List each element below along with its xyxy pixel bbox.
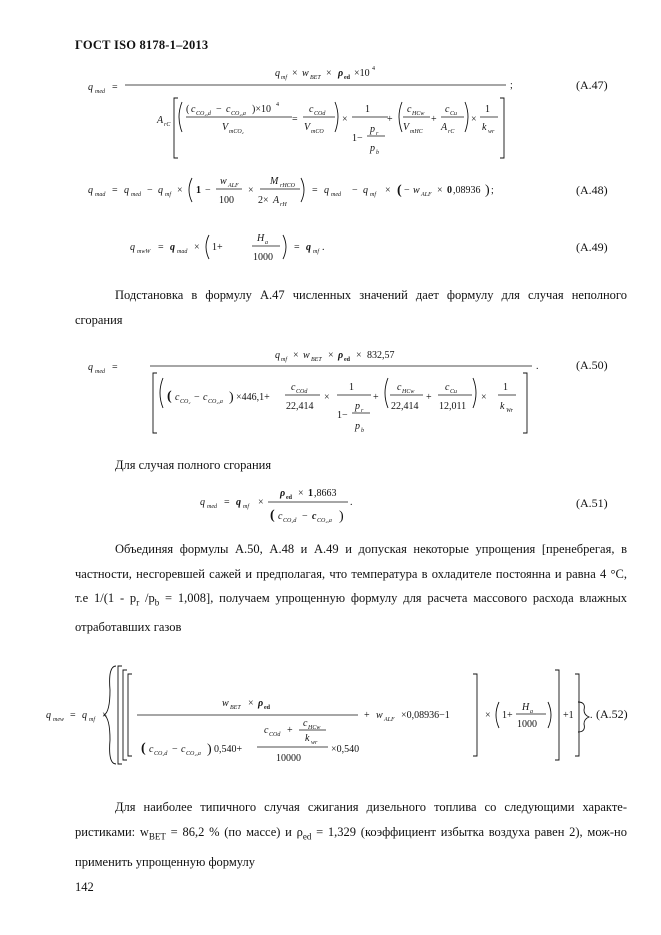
svg-text:w: w [222, 698, 229, 709]
svg-text:k: k [482, 122, 487, 133]
svg-text:2×: 2× [258, 195, 269, 206]
svg-text:q: q [88, 362, 93, 373]
svg-text:k: k [500, 401, 505, 412]
svg-text:×: × [328, 350, 334, 361]
svg-text:×: × [292, 68, 298, 79]
svg-text:mf: mf [313, 249, 319, 255]
svg-text:a: a [530, 709, 533, 715]
equation-number: (A.49) [576, 240, 608, 254]
svg-text:=: = [292, 114, 298, 125]
equation-a48 [0, 170, 661, 215]
equation-a51 [0, 482, 661, 527]
svg-text:c: c [291, 382, 296, 393]
svg-text:med: med [95, 89, 105, 95]
svg-text:CO₂,a: CO₂,a [231, 111, 246, 117]
svg-text:mf: mf [281, 75, 287, 81]
svg-text:1: 1 [349, 382, 354, 393]
svg-text:×0,540: ×0,540 [331, 744, 360, 755]
svg-text:×10: ×10 [354, 68, 370, 79]
svg-text:×: × [324, 392, 330, 403]
svg-text:Cu: Cu [450, 111, 458, 117]
svg-text:=: = [70, 710, 76, 721]
svg-text:c: c [312, 511, 317, 522]
svg-text:+: + [287, 725, 293, 736]
svg-text:mf: mf [243, 504, 249, 510]
svg-text:ed: ed [286, 495, 292, 501]
svg-text:mwW: mwW [137, 249, 151, 255]
svg-text:q: q [275, 68, 280, 79]
svg-text:q: q [275, 350, 280, 361]
svg-text:0,540+: 0,540+ [214, 744, 243, 755]
svg-text:1−: 1− [352, 133, 363, 144]
svg-text:q: q [236, 497, 241, 508]
svg-text:w: w [220, 176, 227, 187]
svg-text:Cu: Cu [450, 389, 458, 395]
svg-text:c: c [175, 392, 180, 403]
equation-a52 [0, 660, 661, 775]
svg-text:med: med [207, 504, 217, 510]
svg-text:b: b [376, 150, 379, 156]
svg-text:×: × [356, 350, 362, 361]
svg-text:med: med [331, 192, 341, 198]
svg-text:−: − [302, 511, 308, 522]
svg-text:BET: BET [311, 357, 322, 363]
svg-text:1−: 1− [337, 410, 348, 421]
svg-text:ρ: ρ [338, 350, 344, 361]
equation-number: (A.50) [576, 358, 608, 372]
svg-text:c: c [309, 104, 314, 115]
svg-text:,08936: ,08936 [453, 185, 481, 196]
svg-text:c: c [191, 104, 196, 115]
svg-text:BET: BET [310, 75, 321, 81]
svg-text:mf: mf [89, 717, 95, 723]
svg-text:CO₂,d: CO₂,d [196, 111, 211, 117]
svg-text:=: = [312, 185, 318, 196]
svg-text:;: ; [491, 185, 494, 196]
svg-text:rC: rC [448, 129, 455, 135]
svg-text:med: med [131, 192, 141, 198]
svg-text:1: 1 [503, 382, 508, 393]
svg-text:H: H [257, 233, 265, 244]
svg-text:c: c [181, 744, 186, 755]
document-header: ГОСТ ISO 8178-1–2013 [75, 38, 209, 52]
svg-text:4: 4 [276, 102, 279, 108]
svg-text:22,414: 22,414 [286, 401, 314, 412]
svg-text:CO₂d: CO₂d [154, 751, 168, 757]
svg-text:×: × [293, 350, 299, 361]
svg-text:×0,08936−1: ×0,08936−1 [401, 710, 450, 721]
svg-text:c: c [226, 104, 231, 115]
svg-text:,8663: ,8663 [314, 488, 337, 499]
svg-text:c: c [303, 718, 308, 729]
svg-text:×: × [485, 710, 491, 721]
svg-text:.: . [536, 361, 539, 372]
svg-text:HCw: HCw [412, 111, 425, 117]
svg-text:H: H [522, 702, 530, 713]
svg-text:22,414: 22,414 [391, 401, 419, 412]
svg-text:×: × [258, 497, 264, 508]
svg-text:×: × [471, 114, 477, 125]
svg-text:−: − [172, 744, 178, 755]
svg-text:ed: ed [344, 357, 350, 363]
svg-text:q: q [324, 185, 329, 196]
svg-text:+: + [364, 710, 370, 721]
svg-text:(: ( [397, 183, 402, 198]
svg-text:ALF: ALF [384, 717, 395, 723]
svg-text:CO₂: CO₂ [180, 399, 191, 405]
svg-text:q: q [82, 710, 87, 721]
svg-text:CO₂d: CO₂d [283, 518, 297, 524]
svg-text:;: ; [510, 80, 513, 91]
svg-text:+1: +1 [563, 710, 574, 721]
svg-text:(: ( [186, 104, 190, 115]
svg-text:r: r [376, 131, 379, 137]
svg-text:(: ( [141, 741, 146, 756]
svg-text:10000: 10000 [276, 753, 301, 764]
svg-text:p: p [370, 143, 375, 154]
svg-text:=: = [158, 242, 164, 253]
svg-text:×: × [177, 185, 183, 196]
svg-text:1000: 1000 [517, 719, 537, 730]
equation-number: (A.47) [576, 78, 608, 92]
svg-text:mCO: mCO [311, 129, 324, 135]
svg-text:×: × [298, 488, 304, 499]
svg-text:q: q [88, 185, 93, 196]
svg-text:p: p [370, 124, 375, 135]
svg-text:1+: 1+ [502, 710, 513, 721]
svg-text:q: q [88, 82, 93, 93]
svg-text:COd: COd [296, 389, 308, 395]
svg-text:+: + [426, 392, 432, 403]
svg-text:×: × [326, 68, 332, 79]
svg-text:mCO₂: mCO₂ [229, 129, 244, 135]
svg-text:=: = [294, 242, 300, 253]
svg-text:med: med [95, 369, 105, 375]
svg-text:A: A [157, 115, 164, 126]
svg-text:×: × [248, 185, 254, 196]
svg-text:q: q [124, 185, 129, 196]
svg-text:mf: mf [370, 192, 376, 198]
svg-text:=: = [112, 82, 118, 93]
svg-text:CO₂,a: CO₂,a [186, 751, 201, 757]
equation-a47 [0, 60, 661, 165]
svg-text:(: ( [167, 389, 172, 404]
svg-text:q: q [363, 185, 368, 196]
svg-text:1: 1 [308, 488, 313, 499]
svg-text:q: q [306, 242, 311, 253]
svg-text:wr: wr [311, 740, 318, 746]
svg-text:×: × [194, 242, 200, 253]
svg-text:HCw: HCw [308, 725, 321, 731]
svg-text:+: + [387, 114, 393, 125]
svg-text:100: 100 [219, 195, 234, 206]
svg-text:1000: 1000 [253, 252, 273, 263]
svg-text:c: c [264, 725, 269, 736]
svg-text:−: − [216, 104, 222, 115]
svg-text:−: − [194, 392, 200, 403]
svg-text:b: b [361, 428, 364, 434]
svg-text:832,57: 832,57 [367, 350, 395, 361]
svg-text:mf: mf [165, 192, 171, 198]
svg-text:CO₂,a: CO₂,a [208, 399, 223, 405]
svg-text:COd: COd [269, 732, 281, 738]
svg-text:.: . [590, 710, 593, 721]
svg-text:mad: mad [177, 249, 188, 255]
page-number: 142 [75, 880, 94, 894]
svg-text:=: = [112, 362, 118, 373]
svg-text:4: 4 [372, 66, 375, 72]
svg-text:−: − [404, 185, 410, 196]
svg-text:w: w [376, 710, 383, 721]
svg-text:a: a [265, 240, 268, 246]
svg-text:c: c [203, 392, 208, 403]
svg-text:×: × [437, 185, 443, 196]
svg-text:rHCO: rHCO [280, 183, 296, 189]
svg-text:q: q [46, 710, 51, 721]
svg-text:×: × [342, 114, 348, 125]
svg-text:Wr: Wr [506, 408, 514, 414]
svg-text:ρ: ρ [258, 698, 264, 709]
svg-text:=: = [224, 497, 230, 508]
svg-text:BET: BET [230, 705, 241, 711]
svg-text:c: c [149, 744, 154, 755]
svg-text:w: w [303, 350, 310, 361]
svg-text:V: V [222, 122, 229, 133]
svg-text:q: q [130, 242, 135, 253]
svg-text:−: − [352, 185, 358, 196]
svg-text:w: w [302, 68, 309, 79]
svg-text:ρ: ρ [338, 68, 344, 79]
equation-a50 [0, 340, 661, 440]
svg-text:c: c [278, 511, 283, 522]
svg-text:0: 0 [447, 185, 452, 196]
svg-text:×: × [385, 185, 391, 196]
svg-text:−: − [205, 185, 211, 196]
equation-number: (A.51) [576, 496, 608, 510]
svg-text:ed: ed [344, 75, 350, 81]
svg-text:1+: 1+ [212, 242, 223, 253]
svg-text:.: . [322, 242, 325, 253]
svg-text:mf: mf [281, 357, 287, 363]
svg-text:): ) [339, 509, 344, 524]
svg-text:p: p [355, 421, 360, 432]
svg-text:c: c [445, 382, 450, 393]
svg-text:mad: mad [95, 192, 106, 198]
svg-text:): ) [485, 183, 490, 198]
paragraph-combining-formulas: Объединяя формулы А.50, А.48 и А.49 и допуская некоторые упрощения [пренебрегая, в частности, несгоревшей сажей и предполагая, что температура в охладителе постоянна и равна 4 °С, т.е $1/(1 - p_r$ $/p_b = 1,008$], получаем упрощенную формулу для расчета массового расхода влажных отработавших газов [75, 542, 627, 634]
svg-text:+: + [373, 392, 379, 403]
svg-text:A: A [441, 122, 448, 133]
svg-text:1: 1 [196, 185, 201, 196]
svg-text:q: q [170, 242, 175, 253]
svg-text:mHC: mHC [410, 129, 423, 135]
svg-text:c: c [445, 104, 450, 115]
svg-text:rH: rH [280, 202, 287, 208]
svg-text:HCw: HCw [402, 389, 415, 395]
svg-text:1: 1 [485, 104, 490, 115]
paragraph-substitution: Подстановка в формулу А.47 численных значений дает формулу для случая неполного сгорания [75, 288, 627, 327]
svg-text:)×10: )×10 [252, 104, 271, 115]
svg-text:ALF: ALF [421, 192, 432, 198]
svg-text:M: M [270, 176, 279, 187]
svg-text:mew: mew [53, 717, 64, 723]
svg-text:1: 1 [365, 104, 370, 115]
svg-text:.: . [350, 497, 353, 508]
svg-text:rC: rC [164, 122, 171, 128]
svg-text:ALF: ALF [228, 183, 239, 189]
svg-text:): ) [207, 742, 212, 757]
paragraph-complete-combustion: Для случая полного сгорания [115, 458, 272, 472]
svg-text:+: + [431, 114, 437, 125]
svg-text:V: V [304, 122, 311, 133]
equation-a49 [0, 225, 661, 270]
svg-text:ρ: ρ [280, 488, 286, 499]
paragraph-diesel-fuel: Для наиболее типичного случая сжигания дизельного топлива со следующими характе-ристиками: $w_{BET} = 86,2$ % (по массе) и $\rho_{ed} = 1,329$ (коэффициент избытка воздуха равен 2), мож-но применить упрощенную формулу [75, 800, 627, 869]
svg-text:=: = [112, 185, 118, 196]
svg-text:×: × [481, 392, 487, 403]
svg-text:p: p [355, 401, 360, 412]
svg-text:(: ( [270, 508, 275, 523]
svg-text:CO₂,a: CO₂,a [317, 518, 332, 524]
svg-text:c: c [407, 104, 412, 115]
svg-text:r: r [361, 408, 364, 414]
svg-text:V: V [403, 122, 410, 133]
svg-text:q: q [158, 185, 163, 196]
svg-text:A: A [273, 195, 280, 206]
svg-text:wr: wr [488, 129, 495, 135]
svg-text:ed: ed [264, 705, 270, 711]
svg-text:w: w [413, 185, 420, 196]
equation-number: (A.48) [576, 183, 608, 197]
svg-text:×446,1+: ×446,1+ [236, 392, 270, 403]
svg-text:12,011: 12,011 [439, 401, 467, 412]
svg-text:q: q [200, 497, 205, 508]
svg-text:k: k [305, 733, 310, 744]
svg-text:COd: COd [314, 111, 326, 117]
svg-text:×: × [102, 710, 108, 721]
svg-text:c: c [397, 382, 402, 393]
equation-number: (A.52) [596, 707, 628, 721]
svg-text:): ) [229, 390, 234, 405]
svg-text:−: − [147, 185, 153, 196]
svg-text:×: × [248, 698, 254, 709]
